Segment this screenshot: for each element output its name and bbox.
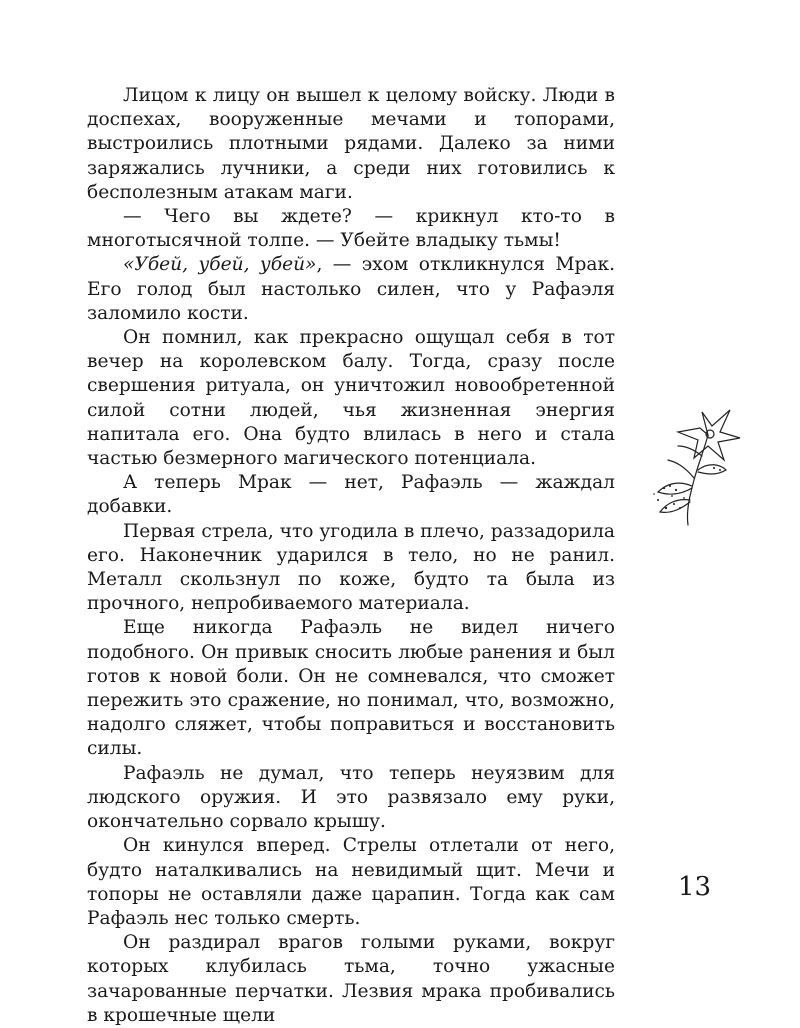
paragraph-1: Лицом к лицу он вышел к целому войску. Люди в доспехах, вооруженные мечами и топорами, выстроились плотными рядами. Далеко за ними заряжались лучники, а среди них готовились к бесполезным атакам маги. [87,85,615,203]
paragraph-3-text: , — эхом откликнулся Мрак. Его голод был настолько силен, что у Рафаэля заломило кости. [87,254,615,324]
paragraph-7: Еще никогда Рафаэль не видел ничего подобного. Он привык сносить любые ранения и был готов к новой боли. Он не сомневался, что сможет пережить это сражение, но понимал, что, возможно, надолго сляжет, чтобы поправиться и восстановить силы. [87,617,615,760]
paragraph-2: — Чего вы ждете? — крикнул кто-то в многотысячной толпе. — Убейте владыку тьмы! [87,206,615,252]
paragraph-6: Первая стрела, что угодила в плечо, раззадорила его. Наконечник ударился в тело, но не ранил. Металл скользнул по коже, будто та была из прочного, непробиваемого материала. [87,520,615,615]
paragraph-3 [87,253,615,326]
paragraph-8: Рафаэль не думал, что теперь неуязвим для людского оружия. И это развязало ему руки, окончательно сорвало крышу. [87,762,615,833]
paragraph-5: А теперь Мрак — нет, Рафаэль — жаждал добавки. [87,472,615,518]
body-text [87,84,615,1028]
page-number: 13 [678,872,712,902]
paragraph-9: Он кинулся вперед. Стрелы отлетали от него, будто наталкивались на невидимый щит. Мечи и топоры не оставляли даже царапин. Тогда как сам Рафаэль нес только смерть. [87,835,615,929]
echo-phrase: «Убей, убей, убей» [123,254,317,276]
paragraph-4: Он помнил, как прекрасно ощущал себя в тот вечер на королевском балу. Тогда, сразу после свершения ритуала, он уничтожил новообретенной силой сотни людей, чья жизненная энергия напитала его. Она будто влилась в него и стала частью безмерного магического потенциала. [87,327,615,470]
flower-sprig-icon [628,400,748,530]
paragraph-10: Он раздирал врагов голыми руками, вокруг которых клубилась тьма, точно ужасные зачарованные перчатки. Лезвия мрака пробивались в крошечные щели [87,932,615,1026]
